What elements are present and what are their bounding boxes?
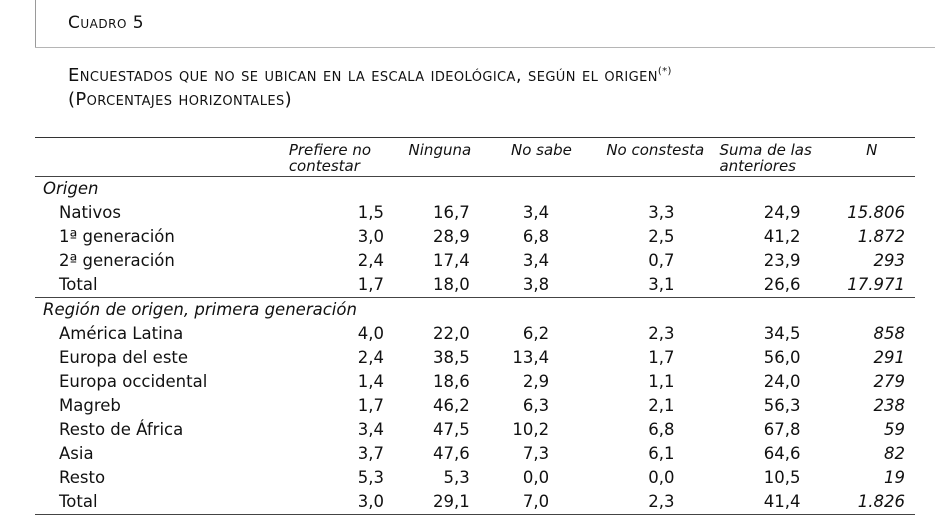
header-rule xyxy=(35,47,935,48)
row-label: 1ª generación xyxy=(59,227,175,246)
table-row xyxy=(35,273,915,298)
row-label: América Latina xyxy=(59,324,184,343)
left-rule xyxy=(35,0,36,47)
cell-n: 19 xyxy=(884,468,905,487)
row-label: Magreb xyxy=(59,396,121,415)
section-header-row xyxy=(35,298,915,323)
cell-n: 1.826 xyxy=(829,490,916,515)
table-row xyxy=(35,490,915,515)
cell-no-sabe: 6,8 xyxy=(522,227,550,246)
cell-no-contesta: 3,3 xyxy=(648,203,675,222)
cell-suma: 34,5 xyxy=(763,324,801,343)
cell-ninguna: 18,0 xyxy=(433,275,470,294)
cell-no-sabe: 2,9 xyxy=(522,372,550,391)
cell-n: 279 xyxy=(873,372,905,391)
cell-ninguna: 22,0 xyxy=(433,324,470,343)
cell-n: 238 xyxy=(873,396,905,415)
cell-no-sabe: 3,4 xyxy=(522,203,550,222)
cell-suma: 24,9 xyxy=(763,203,801,222)
data-table xyxy=(35,137,915,515)
table-row xyxy=(35,466,915,490)
cell-suma: 56,0 xyxy=(763,348,801,367)
cell-ninguna: 17,4 xyxy=(433,251,470,270)
cell-suma: 24,0 xyxy=(763,372,801,391)
cell-suma: 64,6 xyxy=(763,444,801,463)
cell-suma: 56,3 xyxy=(763,396,801,415)
cell-n: 858 xyxy=(873,324,905,343)
cell-no-sabe: 7,3 xyxy=(522,444,550,463)
cell-no-contesta: 6,1 xyxy=(648,444,675,463)
column-header-n: N xyxy=(829,138,916,177)
cell-prefiere: 1,5 xyxy=(357,203,384,222)
row-label: Resto de África xyxy=(59,420,184,439)
cell-no-contesta: 2,1 xyxy=(648,396,675,415)
cell-prefiere: 3,4 xyxy=(357,420,384,439)
cell-no-sabe: 0,0 xyxy=(522,468,550,487)
cell-ninguna: 28,9 xyxy=(433,227,470,246)
column-header-prefiere: Prefiere no contestar xyxy=(281,138,388,177)
column-header-row xyxy=(35,138,915,177)
cell-suma: 41,4 xyxy=(719,490,828,515)
cell-prefiere: 3,0 xyxy=(281,490,388,515)
row-label: Europa del este xyxy=(59,348,189,367)
cell-no-sabe: 6,3 xyxy=(522,396,550,415)
cell-n: 15.806 xyxy=(847,203,905,222)
table-number: Cuadro 5 xyxy=(68,13,145,33)
table-row xyxy=(35,394,915,418)
cell-prefiere: 3,7 xyxy=(357,444,384,463)
row-label: Total xyxy=(59,275,98,294)
column-header-ninguna: Ninguna xyxy=(388,138,492,177)
cell-no-sabe: 10,2 xyxy=(512,420,550,439)
cell-no-contesta: 0,0 xyxy=(648,468,675,487)
cell-no-sabe: 3,4 xyxy=(522,251,550,270)
table-row xyxy=(35,346,915,370)
section-header-row xyxy=(35,177,915,202)
section-title: Región de origen, primera generación xyxy=(35,298,915,323)
row-label: 2ª generación xyxy=(59,251,175,270)
title-line-1: Encuestados que no se ubican en la escala ideológica, según el origen xyxy=(68,65,658,86)
section-title: Origen xyxy=(43,179,99,198)
table-row xyxy=(35,225,915,249)
cell-no-contesta: 3,1 xyxy=(648,275,675,294)
table-body xyxy=(35,177,915,515)
row-label: Asia xyxy=(59,444,94,463)
cell-ninguna: 47,6 xyxy=(433,444,470,463)
cell-prefiere: 1,7 xyxy=(357,396,384,415)
row-label: Total xyxy=(35,490,281,515)
table-row xyxy=(35,442,915,466)
cell-n: 293 xyxy=(873,251,905,270)
cell-suma: 41,2 xyxy=(763,227,801,246)
row-label: Europa occidental xyxy=(59,372,208,391)
column-header-no-sabe: No sabe xyxy=(492,138,591,177)
cell-n: 291 xyxy=(873,348,905,367)
column-header-suma: Suma de las anteriores xyxy=(719,138,828,177)
cell-suma: 10,5 xyxy=(763,468,801,487)
cell-ninguna: 46,2 xyxy=(433,396,470,415)
cell-suma: 26,6 xyxy=(763,275,801,294)
cell-n: 59 xyxy=(884,420,905,439)
cell-no-sabe: 13,4 xyxy=(512,348,550,367)
cell-no-contesta: 1,7 xyxy=(648,348,675,367)
cell-prefiere: 5,3 xyxy=(357,468,384,487)
table-row xyxy=(35,201,915,225)
cell-ninguna: 47,5 xyxy=(433,420,470,439)
cell-prefiere: 2,4 xyxy=(357,348,384,367)
cell-n: 17.971 xyxy=(847,275,905,294)
cell-ninguna: 29,1 xyxy=(388,490,492,515)
cell-no-contesta: 2,5 xyxy=(648,227,675,246)
cell-ninguna: 18,6 xyxy=(433,372,470,391)
cell-prefiere: 4,0 xyxy=(357,324,384,343)
title-line-2: (Porcentajes horizontales) xyxy=(68,89,293,110)
row-label: Resto xyxy=(59,468,106,487)
table-row xyxy=(35,249,915,273)
cell-no-contesta: 2,3 xyxy=(591,490,719,515)
cell-no-contesta: 6,8 xyxy=(648,420,675,439)
cell-n: 1.872 xyxy=(857,227,905,246)
cell-no-sabe: 6,2 xyxy=(522,324,550,343)
row-label: Nativos xyxy=(59,203,121,222)
table-title xyxy=(68,60,672,112)
cell-suma: 67,8 xyxy=(763,420,801,439)
cell-ninguna: 38,5 xyxy=(433,348,470,367)
cell-no-contesta: 0,7 xyxy=(648,251,675,270)
table-row xyxy=(35,418,915,442)
cell-suma: 23,9 xyxy=(763,251,801,270)
cell-no-sabe: 3,8 xyxy=(522,275,550,294)
title-footnote-marker: (*) xyxy=(657,66,672,77)
cell-ninguna: 16,7 xyxy=(433,203,470,222)
cell-prefiere: 1,7 xyxy=(357,275,384,294)
table-row xyxy=(35,322,915,346)
cell-no-sabe: 7,0 xyxy=(492,490,591,515)
cell-prefiere: 2,4 xyxy=(357,251,384,270)
table-row xyxy=(35,370,915,394)
column-header-no-contesta: No constesta xyxy=(591,138,719,177)
column-header-empty xyxy=(35,138,281,177)
cell-prefiere: 3,0 xyxy=(357,227,384,246)
cell-no-contesta: 2,3 xyxy=(648,324,675,343)
cell-no-contesta: 1,1 xyxy=(648,372,675,391)
cell-ninguna: 5,3 xyxy=(443,468,470,487)
cell-n: 82 xyxy=(884,444,905,463)
cell-prefiere: 1,4 xyxy=(357,372,384,391)
